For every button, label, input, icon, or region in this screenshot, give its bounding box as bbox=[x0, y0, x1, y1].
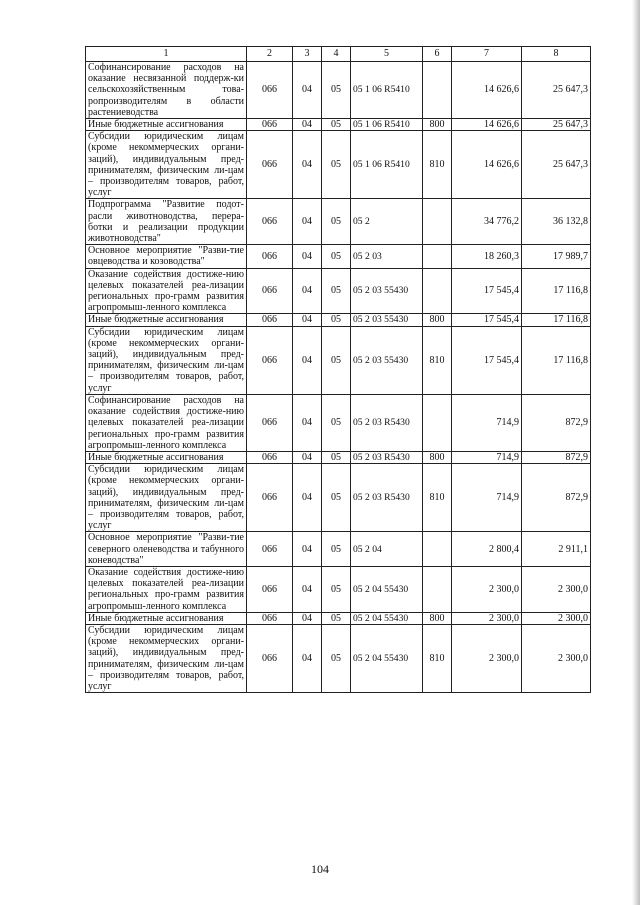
row-subsection: 05 bbox=[322, 451, 351, 463]
row-subsection: 05 bbox=[322, 326, 351, 394]
row-code: 066 bbox=[247, 532, 293, 567]
row-value2: 2 300,0 bbox=[522, 612, 591, 624]
row-value2: 17 116,8 bbox=[522, 326, 591, 394]
row-target: 05 2 04 55430 bbox=[351, 612, 423, 624]
row-code: 066 bbox=[247, 624, 293, 692]
row-value1: 714,9 bbox=[452, 394, 522, 451]
header-col-4: 4 bbox=[322, 47, 351, 62]
header-col-5: 5 bbox=[351, 47, 423, 62]
row-type: 810 bbox=[423, 624, 452, 692]
row-value1: 14 626,6 bbox=[452, 119, 522, 131]
row-subsection: 05 bbox=[322, 314, 351, 326]
row-name: Основное мероприятие "Разви-тие овцеводства и козоводства" bbox=[86, 245, 247, 268]
row-target: 05 2 04 55430 bbox=[351, 566, 423, 612]
row-value1: 34 776,2 bbox=[452, 199, 522, 245]
table-row bbox=[86, 566, 591, 612]
row-value2: 2 300,0 bbox=[522, 566, 591, 612]
row-value1: 714,9 bbox=[452, 464, 522, 532]
row-target: 05 2 03 55430 bbox=[351, 314, 423, 326]
header-col-8: 8 bbox=[522, 47, 591, 62]
row-code: 066 bbox=[247, 612, 293, 624]
table-row bbox=[86, 451, 591, 463]
row-name: Софинансирование расходов на оказание содействия достиже-нию целевых показателей реа-лизации региональных про-грамм развития агропромыш-ленного комплекса bbox=[86, 394, 247, 451]
row-name: Субсидии юридическим лицам (кроме некоммерческих органи-заций), индивидуальным пред-принимателям, физическим ли-цам – производителям товаров, работ, услуг bbox=[86, 464, 247, 532]
row-name: Субсидии юридическим лицам (кроме некоммерческих органи-заций), индивидуальным пред-принимателям, физическим ли-цам – производителям товаров, работ, услуг bbox=[86, 326, 247, 394]
row-value2: 872,9 bbox=[522, 451, 591, 463]
row-type bbox=[423, 394, 452, 451]
row-name: Оказание содействия достиже-нию целевых показателей реа-лизации региональных про-грамм развития агропромыш-ленного комплекса bbox=[86, 566, 247, 612]
row-section: 04 bbox=[293, 199, 322, 245]
row-target: 05 1 06 R5410 bbox=[351, 62, 423, 119]
row-code: 066 bbox=[247, 119, 293, 131]
row-value2: 872,9 bbox=[522, 394, 591, 451]
table-row bbox=[86, 624, 591, 692]
table-row bbox=[86, 314, 591, 326]
row-name: Иные бюджетные ассигнования bbox=[86, 451, 247, 463]
row-target: 05 2 03 R5430 bbox=[351, 451, 423, 463]
row-value2: 17 989,7 bbox=[522, 245, 591, 268]
header-col-2: 2 bbox=[247, 47, 293, 62]
table-row bbox=[86, 62, 591, 119]
page-number: 104 bbox=[311, 862, 329, 876]
row-subsection: 05 bbox=[322, 394, 351, 451]
header-col-6: 6 bbox=[423, 47, 452, 62]
row-value2: 25 647,3 bbox=[522, 62, 591, 119]
row-type bbox=[423, 268, 452, 314]
row-code: 066 bbox=[247, 566, 293, 612]
row-section: 04 bbox=[293, 326, 322, 394]
table-row bbox=[86, 245, 591, 268]
row-type: 800 bbox=[423, 314, 452, 326]
row-name: Софинансирование расходов на оказание несвязанной поддерж-ки сельскохозяйственным това-ропроизводителям в области растениеводства bbox=[86, 62, 247, 119]
row-value1: 14 626,6 bbox=[452, 62, 522, 119]
row-section: 04 bbox=[293, 245, 322, 268]
row-type: 800 bbox=[423, 119, 452, 131]
row-section: 04 bbox=[293, 612, 322, 624]
row-value1: 14 626,6 bbox=[452, 131, 522, 199]
row-type bbox=[423, 245, 452, 268]
row-type bbox=[423, 566, 452, 612]
row-target: 05 1 06 R5410 bbox=[351, 131, 423, 199]
row-name: Иные бюджетные ассигнования bbox=[86, 612, 247, 624]
row-section: 04 bbox=[293, 131, 322, 199]
row-code: 066 bbox=[247, 314, 293, 326]
row-section: 04 bbox=[293, 566, 322, 612]
row-section: 04 bbox=[293, 451, 322, 463]
row-section: 04 bbox=[293, 394, 322, 451]
row-target: 05 2 03 R5430 bbox=[351, 394, 423, 451]
row-subsection: 05 bbox=[322, 199, 351, 245]
budget-table bbox=[85, 46, 591, 693]
row-subsection: 05 bbox=[322, 464, 351, 532]
row-type: 810 bbox=[423, 131, 452, 199]
row-value1: 2 800,4 bbox=[452, 532, 522, 567]
row-name: Иные бюджетные ассигнования bbox=[86, 314, 247, 326]
row-name: Субсидии юридическим лицам (кроме некоммерческих органи-заций), индивидуальным пред-принимателям, физическим ли-цам – производителям товаров, работ, услуг bbox=[86, 131, 247, 199]
row-section: 04 bbox=[293, 268, 322, 314]
row-type: 800 bbox=[423, 612, 452, 624]
table-row bbox=[86, 131, 591, 199]
table-row bbox=[86, 119, 591, 131]
row-value2: 25 647,3 bbox=[522, 119, 591, 131]
row-code: 066 bbox=[247, 199, 293, 245]
table-row bbox=[86, 268, 591, 314]
row-name: Иные бюджетные ассигнования bbox=[86, 119, 247, 131]
row-section: 04 bbox=[293, 119, 322, 131]
row-value2: 17 116,8 bbox=[522, 268, 591, 314]
row-section: 04 bbox=[293, 62, 322, 119]
row-type: 810 bbox=[423, 464, 452, 532]
row-target: 05 2 03 55430 bbox=[351, 326, 423, 394]
table-row bbox=[86, 532, 591, 567]
row-value1: 17 545,4 bbox=[452, 326, 522, 394]
row-value2: 2 911,1 bbox=[522, 532, 591, 567]
row-value1: 17 545,4 bbox=[452, 268, 522, 314]
header-col-7: 7 bbox=[452, 47, 522, 62]
row-section: 04 bbox=[293, 624, 322, 692]
row-target: 05 2 04 55430 bbox=[351, 624, 423, 692]
table-row bbox=[86, 394, 591, 451]
row-name: Субсидии юридическим лицам (кроме некоммерческих органи-заций), индивидуальным пред-принимателям, физическим ли-цам – производителям товаров, работ, услуг bbox=[86, 624, 247, 692]
row-subsection: 05 bbox=[322, 612, 351, 624]
row-type: 810 bbox=[423, 326, 452, 394]
header-col-3: 3 bbox=[293, 47, 322, 62]
header-col-1: 1 bbox=[86, 47, 247, 62]
row-type: 800 bbox=[423, 451, 452, 463]
row-value2: 36 132,8 bbox=[522, 199, 591, 245]
row-value1: 17 545,4 bbox=[452, 314, 522, 326]
row-target: 05 2 03 R5430 bbox=[351, 464, 423, 532]
row-target: 05 2 bbox=[351, 199, 423, 245]
row-section: 04 bbox=[293, 314, 322, 326]
row-type bbox=[423, 62, 452, 119]
row-section: 04 bbox=[293, 464, 322, 532]
scan-edge-shadow bbox=[632, 0, 640, 905]
header-row bbox=[86, 47, 591, 62]
row-subsection: 05 bbox=[322, 131, 351, 199]
table-row bbox=[86, 612, 591, 624]
row-value2: 17 116,8 bbox=[522, 314, 591, 326]
row-subsection: 05 bbox=[322, 119, 351, 131]
row-value2: 25 647,3 bbox=[522, 131, 591, 199]
table-row bbox=[86, 199, 591, 245]
table-body bbox=[86, 62, 591, 693]
row-value1: 714,9 bbox=[452, 451, 522, 463]
row-code: 066 bbox=[247, 62, 293, 119]
row-code: 066 bbox=[247, 451, 293, 463]
row-value2: 2 300,0 bbox=[522, 624, 591, 692]
row-code: 066 bbox=[247, 268, 293, 314]
row-subsection: 05 bbox=[322, 268, 351, 314]
row-code: 066 bbox=[247, 131, 293, 199]
row-value2: 872,9 bbox=[522, 464, 591, 532]
row-code: 066 bbox=[247, 326, 293, 394]
row-type bbox=[423, 532, 452, 567]
table-row bbox=[86, 464, 591, 532]
row-name: Основное мероприятие "Разви-тие северного оленеводства и табунного коневодства" bbox=[86, 532, 247, 567]
row-code: 066 bbox=[247, 394, 293, 451]
row-target: 05 2 04 bbox=[351, 532, 423, 567]
row-value1: 2 300,0 bbox=[452, 624, 522, 692]
row-value1: 2 300,0 bbox=[452, 566, 522, 612]
row-value1: 2 300,0 bbox=[452, 612, 522, 624]
row-subsection: 05 bbox=[322, 566, 351, 612]
row-subsection: 05 bbox=[322, 62, 351, 119]
row-name: Оказание содействия достиже-нию целевых показателей реа-лизации региональных про-грамм развития агропромыш-ленного комплекса bbox=[86, 268, 247, 314]
row-subsection: 05 bbox=[322, 532, 351, 567]
row-code: 066 bbox=[247, 464, 293, 532]
row-target: 05 2 03 55430 bbox=[351, 268, 423, 314]
row-value1: 18 260,3 bbox=[452, 245, 522, 268]
row-subsection: 05 bbox=[322, 624, 351, 692]
row-name: Подпрограмма "Развитие подот-расли животноводства, перера-ботки и реализации продукции животноводства" bbox=[86, 199, 247, 245]
row-subsection: 05 bbox=[322, 245, 351, 268]
row-target: 05 1 06 R5410 bbox=[351, 119, 423, 131]
row-section: 04 bbox=[293, 532, 322, 567]
table-row bbox=[86, 326, 591, 394]
row-type bbox=[423, 199, 452, 245]
row-target: 05 2 03 bbox=[351, 245, 423, 268]
row-code: 066 bbox=[247, 245, 293, 268]
